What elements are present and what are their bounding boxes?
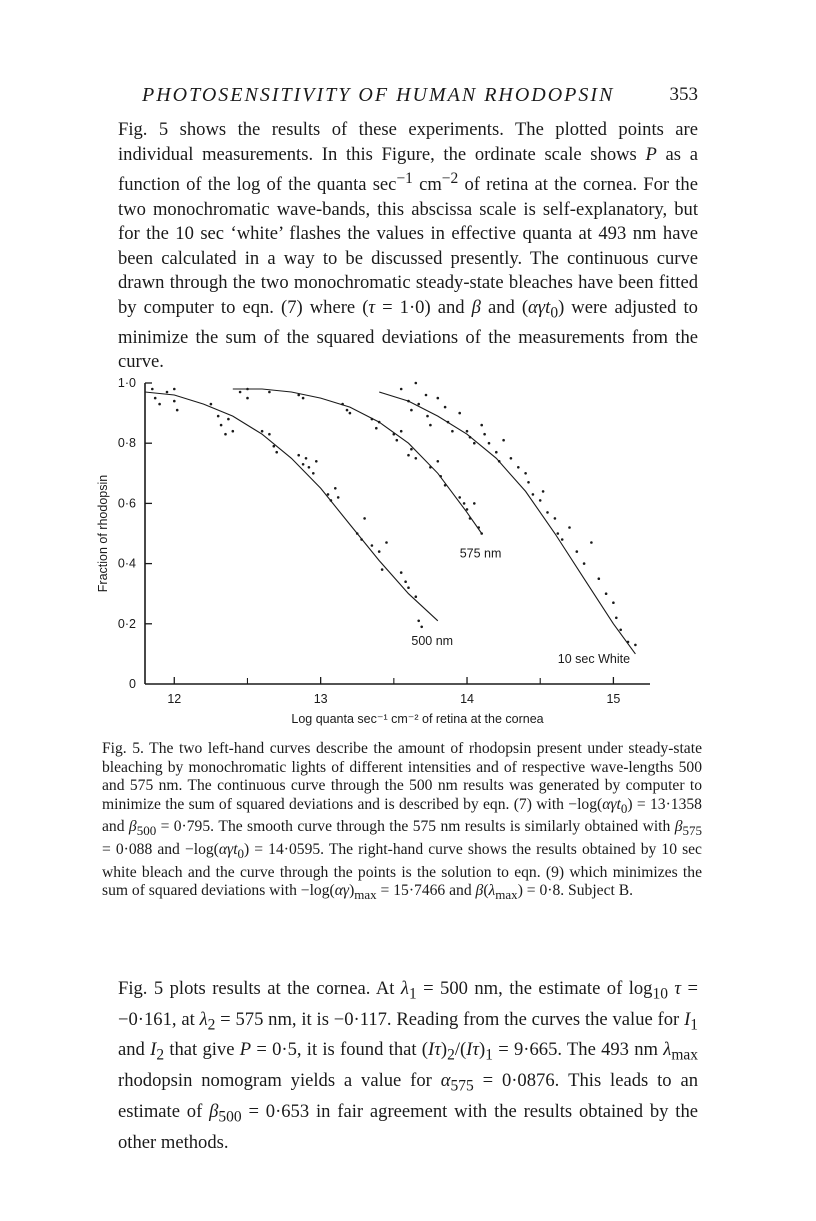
data-point — [220, 424, 223, 427]
cap-text-5: ) = 14·0595. The right-hand curve shows the results obtained by 10 sec white bleach and the curve through the points is the solution to eqn. (9) which minimizes the sum of squared deviations with −log( — [102, 841, 702, 900]
data-point — [349, 412, 352, 415]
intro-text-7: ) were adjusted to minimize the sum of the squared deviations of the measurements from the curve. — [118, 296, 698, 373]
bp-sub-i2: 2 — [156, 1047, 165, 1065]
bp-lambda-1: λ — [400, 978, 409, 999]
intro-text-1: Fig. 5 shows the results of these experiments. The plotted points are individual measurements. In this Figure, the ordinate scale shows — [118, 119, 698, 165]
curve-2 — [233, 389, 482, 534]
series-label: 500 nm — [411, 633, 454, 648]
cap-text-7: = 15·7466 and — [376, 882, 476, 900]
y-tick-label: 0·4 — [117, 556, 136, 571]
cap-text-3: = 0·795. The smooth curve through the 575 nm results is similarly obtained with — [156, 818, 675, 836]
data-point — [437, 397, 440, 400]
data-point — [268, 391, 271, 394]
data-point — [495, 451, 498, 454]
bp-text-6: and — [118, 1039, 151, 1061]
data-point — [439, 475, 442, 478]
cap-sub-max-1: max — [354, 887, 377, 903]
bp-text-15: = 0·653 in fair agreement with the results obtained by the other methods. — [118, 1100, 698, 1153]
data-point — [176, 409, 179, 412]
bp-text-7: that give — [164, 1039, 240, 1061]
data-point — [437, 460, 440, 463]
cap-text-6: ) — [349, 882, 355, 900]
bp-itau-2: Iτ — [466, 1039, 480, 1061]
data-point — [337, 496, 340, 499]
data-point — [634, 644, 637, 647]
data-point — [297, 454, 300, 457]
figure-5 — [90, 368, 770, 738]
data-point — [568, 526, 571, 529]
data-point — [151, 388, 154, 391]
bp-i1: I — [684, 1008, 691, 1030]
data-point — [554, 517, 557, 520]
intro-sup-1: −1 — [396, 170, 413, 187]
data-point — [302, 397, 305, 400]
data-point — [466, 508, 469, 511]
data-point — [542, 490, 545, 493]
data-point — [463, 502, 466, 505]
bp-itau-1: Iτ — [428, 1039, 441, 1061]
data-point — [400, 430, 403, 433]
bp-i2: I — [150, 1039, 157, 1061]
data-point — [483, 433, 486, 436]
bp-tau: τ — [674, 978, 682, 999]
data-point — [420, 626, 423, 629]
y-axis-title: Fraction of rhodopsin — [96, 474, 110, 593]
data-point — [458, 496, 461, 499]
data-point — [469, 517, 472, 520]
data-point — [378, 550, 381, 553]
data-point — [410, 448, 413, 451]
data-point — [429, 466, 432, 469]
data-point — [158, 403, 161, 406]
data-point — [297, 394, 300, 397]
intro-paragraph — [118, 118, 698, 375]
y-tick-label: 0 — [129, 677, 136, 691]
data-point — [517, 466, 520, 469]
cap-text-1: Fig. 5. The two left-hand curves describe the amount of rhodopsin present under steady-state bleaching by monochromatic lights of different intensities and of respective wave-lengths 500 and 575 nm. The continuous curve through the 500 nm results was generated by computer to minimize the sum of squared deviations and is described by eqn. (7) with −log( — [102, 740, 702, 813]
bottom-paragraph — [118, 976, 698, 1155]
intro-text-6: and ( — [480, 296, 529, 318]
x-tick-label: 15 — [606, 692, 621, 706]
y-tick-label: 0·8 — [117, 436, 136, 451]
bp-text-2: = 500 nm, the estimate of log — [416, 978, 653, 999]
x-tick-label: 12 — [167, 692, 182, 706]
cap-beta-1: β — [128, 818, 137, 836]
running-header — [118, 84, 698, 110]
data-point — [275, 451, 278, 454]
bp-sub-r1: 1 — [485, 1047, 493, 1065]
data-point — [532, 493, 535, 496]
intro-tau: τ — [368, 296, 376, 318]
rhodopsin-chart — [90, 368, 770, 738]
bp-sub-i1: 1 — [690, 1016, 699, 1034]
data-point — [404, 580, 407, 583]
data-point — [415, 457, 418, 460]
data-point — [385, 541, 388, 544]
intro-sup-2: −2 — [441, 170, 459, 187]
data-point — [400, 571, 403, 574]
data-point — [480, 532, 483, 535]
data-point — [417, 403, 420, 406]
bp-lambda-2: λ — [199, 1008, 208, 1030]
data-point — [546, 511, 549, 514]
data-point — [473, 502, 476, 505]
data-point — [627, 641, 630, 644]
data-point — [480, 424, 483, 427]
data-point — [210, 403, 213, 406]
chart-axes — [145, 383, 650, 684]
data-point — [583, 562, 586, 565]
bp-sub-575: 575 — [450, 1077, 474, 1095]
data-point — [539, 499, 542, 502]
data-point — [444, 406, 447, 409]
data-point — [447, 421, 450, 424]
intro-aytp: αγt — [528, 296, 551, 318]
running-title: PHOTOSENSITIVITY OF HUMAN RHODOPSIN — [142, 84, 615, 106]
cap-sub-max-2: max — [495, 887, 518, 903]
data-point — [615, 617, 618, 620]
data-point — [417, 620, 420, 623]
data-point — [502, 439, 505, 442]
bp-text-5: = 575 nm, it is −0·117. Reading from the curves the value for — [215, 1008, 685, 1030]
bp-text-8: = 0·5, it is found that ( — [251, 1039, 428, 1061]
cap-beta-3: β — [475, 882, 484, 900]
bp-beta: β — [209, 1100, 219, 1122]
data-point — [400, 388, 403, 391]
data-point — [407, 400, 410, 403]
intro-p: P — [645, 143, 657, 165]
data-point — [375, 427, 378, 430]
curve-3 — [379, 392, 635, 654]
data-point — [360, 538, 363, 541]
cap-sub-500: 500 — [136, 823, 157, 839]
y-tick-label: 0·2 — [117, 616, 136, 631]
bp-sub-1: 1 — [408, 985, 417, 1003]
chart-points — [151, 382, 637, 647]
data-point — [488, 442, 491, 445]
data-point — [510, 457, 513, 460]
data-point — [246, 397, 249, 400]
data-point — [425, 394, 428, 397]
data-point — [224, 433, 227, 436]
bp-text-4: = −0·161, at — [118, 978, 699, 1030]
data-point — [498, 460, 501, 463]
series-label: 10 sec White — [557, 651, 631, 666]
bp-text-10: /( — [454, 1039, 467, 1061]
data-point — [469, 436, 472, 439]
data-point — [268, 433, 271, 436]
x-tick-label: 13 — [313, 692, 328, 706]
bp-sub-10: 10 — [652, 985, 668, 1003]
data-point — [217, 415, 220, 418]
x-tick-label: 14 — [460, 692, 474, 706]
data-point — [407, 454, 410, 457]
chart-curves — [145, 389, 635, 654]
data-point — [619, 629, 622, 632]
data-point — [166, 391, 169, 394]
cap-text-4: = 0·088 and −log( — [102, 841, 219, 859]
page-number: 353 — [669, 84, 698, 105]
data-point — [341, 403, 344, 406]
data-point — [466, 430, 469, 433]
bp-sub-2: 2 — [207, 1016, 216, 1034]
data-point — [576, 550, 579, 553]
bp-text-9: ) — [440, 1039, 448, 1061]
data-point — [302, 463, 305, 466]
data-point — [308, 466, 311, 469]
series-label: 575 nm — [459, 546, 502, 561]
data-point — [396, 439, 399, 442]
data-point — [598, 577, 601, 580]
data-point — [477, 526, 480, 529]
x-axis-title: Log quanta sec⁻¹ cm⁻² of retina at the cornea — [291, 712, 544, 726]
bp-sub-r2: 2 — [447, 1047, 455, 1065]
data-point — [232, 430, 235, 433]
data-point — [330, 499, 333, 502]
data-point — [239, 391, 242, 394]
data-point — [346, 409, 349, 412]
data-point — [378, 421, 381, 424]
cap-beta-2: β — [674, 818, 683, 836]
data-point — [173, 388, 176, 391]
data-point — [356, 532, 359, 535]
data-point — [393, 433, 396, 436]
data-point — [590, 541, 593, 544]
data-point — [246, 388, 249, 391]
data-point — [173, 400, 176, 403]
data-point — [473, 442, 476, 445]
y-tick-label: 0·6 — [117, 496, 136, 511]
data-point — [334, 487, 337, 490]
data-point — [371, 418, 374, 421]
data-point — [429, 424, 432, 427]
cap-text-2: ) = 13·1358 and — [102, 795, 702, 836]
data-point — [363, 517, 366, 520]
intro-sub-0: 0 — [550, 304, 559, 322]
data-point — [273, 445, 276, 448]
cap-text-8: ( — [483, 882, 489, 900]
data-point — [410, 409, 413, 412]
bp-text-11: ) — [479, 1039, 486, 1061]
data-point — [381, 568, 384, 571]
data-point — [612, 601, 615, 604]
data-point — [557, 532, 560, 535]
cap-ay: αγ — [334, 882, 350, 900]
data-point — [415, 595, 418, 598]
data-point — [451, 430, 454, 433]
cap-aytp-2: αγt — [218, 841, 238, 859]
intro-text-3: cm — [412, 174, 442, 196]
y-tick-label: 1·0 — [117, 376, 136, 390]
data-point — [426, 415, 429, 418]
bp-p: P — [239, 1039, 252, 1061]
intro-text-5: = 1·0) and — [375, 296, 472, 318]
data-point — [444, 484, 447, 487]
bp-alpha: α — [440, 1070, 451, 1092]
bp-text-13: rhodopsin nomogram yields a value for — [118, 1070, 441, 1092]
bp-sub-max: max — [671, 1047, 699, 1065]
data-point — [371, 544, 374, 547]
data-point — [524, 472, 527, 475]
data-point — [312, 472, 315, 475]
data-point — [407, 586, 410, 589]
data-point — [227, 418, 230, 421]
cap-lambda: λ — [488, 882, 496, 900]
bp-sub-500: 500 — [218, 1108, 242, 1126]
intro-text-4: of retina at the cornea. For the two monochromatic wave-bands, this abscissa scale is self-explanatory, but for the 10 sec ‘white’ flashes the values in effective quanta at 493 nm have been calculated in a way to be discussed presently. The continuous curve drawn through the two monochromatic steady-state bleaches have been fitted by computer to eqn. (7) where ( — [118, 174, 698, 318]
bp-text-1: Fig. 5 plots results at the cornea. At — [118, 978, 401, 999]
data-point — [415, 382, 418, 385]
cap-sub-0b: 0 — [237, 846, 245, 862]
data-point — [327, 493, 330, 496]
intro-text-2: as a function of the log of the quanta sec — [118, 143, 698, 196]
data-point — [605, 592, 608, 595]
bp-text-12: = 9·665. The 493 nm — [492, 1039, 664, 1061]
data-point — [154, 397, 157, 400]
cap-sub-0: 0 — [620, 800, 628, 816]
data-point — [261, 430, 264, 433]
bp-lambda-3: λ — [663, 1039, 672, 1061]
cap-text-9: ) = 0·8. Subject B. — [517, 882, 634, 900]
figure-caption — [102, 740, 702, 905]
data-point — [315, 460, 318, 463]
data-point — [305, 457, 308, 460]
curve-1 — [145, 392, 438, 621]
cap-aytp: αγt — [602, 795, 621, 813]
intro-beta: β — [471, 296, 481, 318]
data-point — [458, 412, 461, 415]
cap-sub-575: 575 — [682, 823, 702, 839]
bp-text-14: = 0·0876. This leads to an estimate of — [118, 1070, 698, 1122]
chart-labels — [96, 376, 630, 726]
data-point — [527, 481, 530, 484]
data-point — [561, 538, 564, 541]
